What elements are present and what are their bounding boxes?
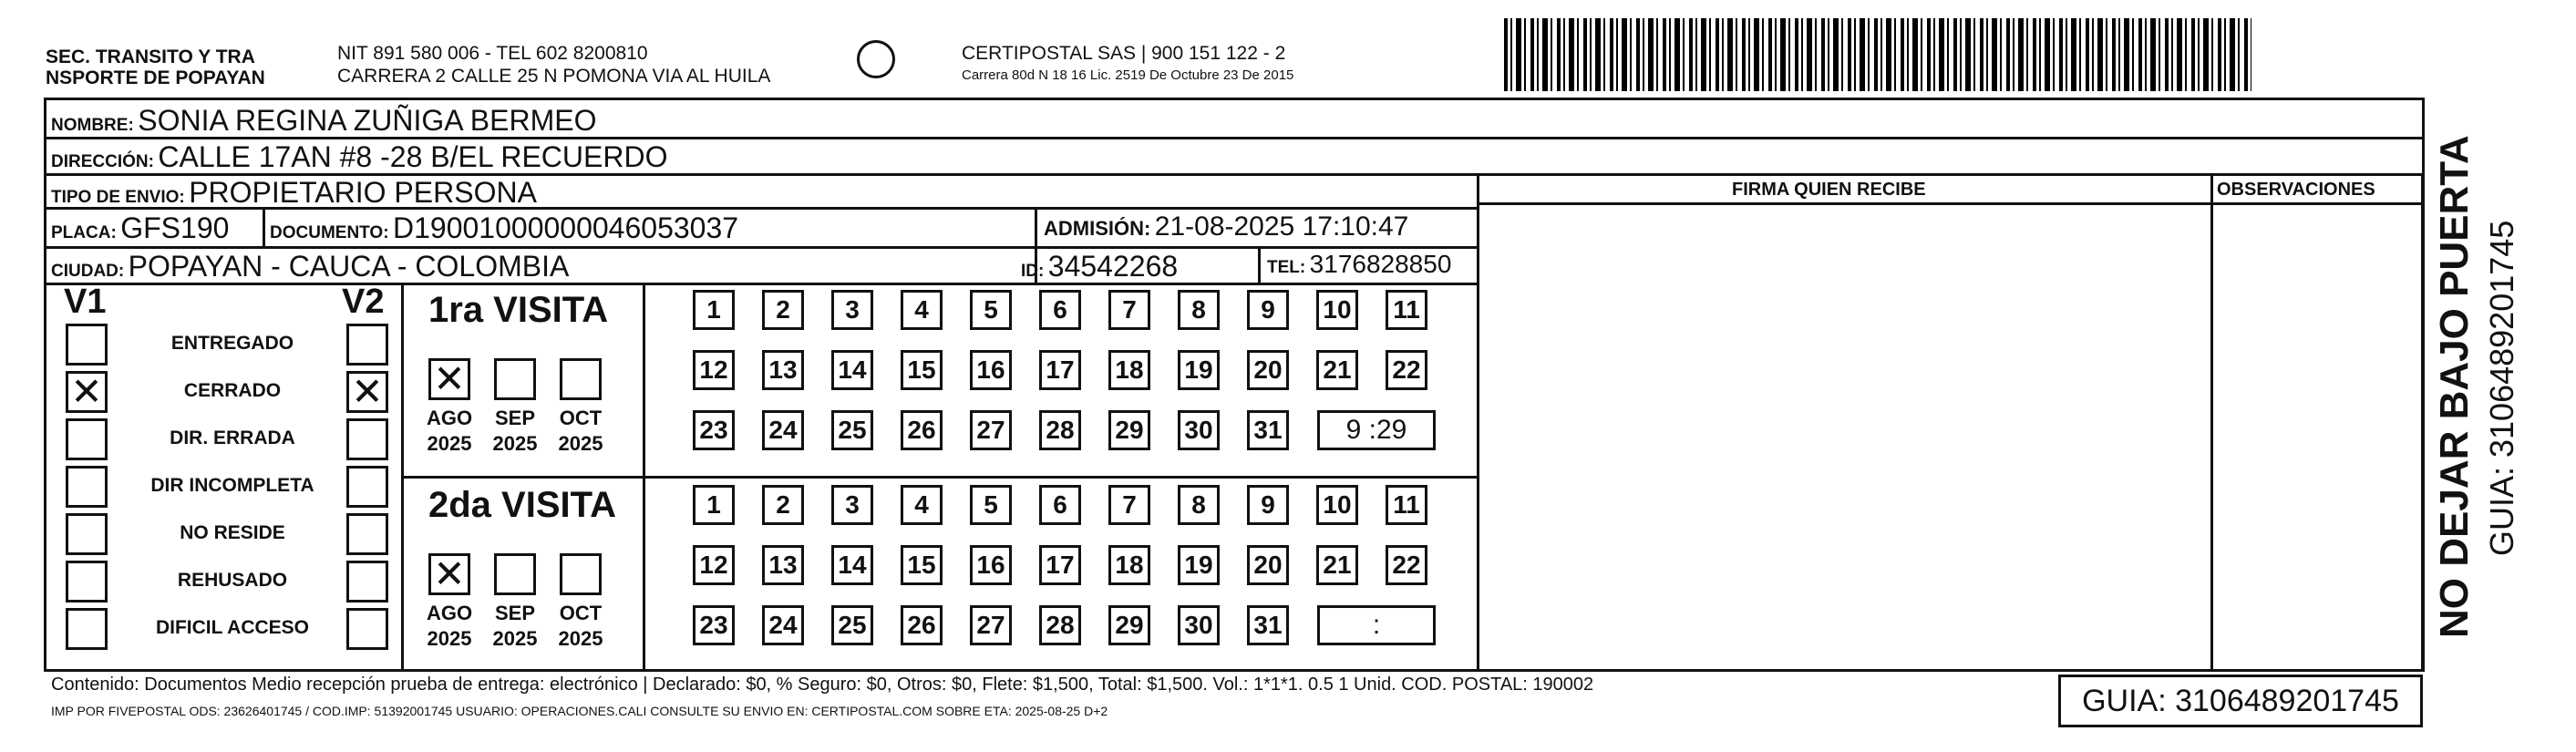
- first-month-year: 2025: [492, 432, 538, 455]
- first-day-box[interactable]: 6: [1039, 290, 1081, 330]
- second-day-box[interactable]: 23: [693, 605, 735, 645]
- first-visit-title: 1ra VISITA: [428, 290, 609, 330]
- first-month-year: 2025: [558, 432, 603, 455]
- nombre-row: [51, 104, 596, 138]
- footer-imp: IMP POR FIVEPOSTAL ODS: 23626401745 / COD.IMP: 51392001745 USUARIO: OPERACIONES.CALI CONSULTE SU ENVIO EN: CERTIPOSTAL.COM SOBRE ETA: 2025-08-25 D+2: [51, 704, 1108, 718]
- admision-label: ADMISIÓN:: [1044, 217, 1151, 240]
- placa-label: PLACA:: [51, 223, 117, 242]
- first-month-year: 2025: [427, 432, 472, 455]
- second-month-checkbox[interactable]: [494, 553, 536, 595]
- v1-checkbox[interactable]: [66, 513, 108, 555]
- first-month-checkbox[interactable]: [560, 358, 602, 400]
- reason-label: DIR. ERRADA: [170, 428, 295, 448]
- first-month-label: AGO: [426, 407, 473, 429]
- second-day-box[interactable]: 10: [1316, 485, 1358, 525]
- second-month-checkbox[interactable]: ✕: [428, 553, 470, 595]
- first-day-box[interactable]: 10: [1316, 290, 1358, 330]
- observaciones-header: OBSERVACIONES: [2217, 180, 2375, 200]
- v2-checkbox[interactable]: [346, 466, 388, 508]
- second-day-box[interactable]: 13: [762, 545, 804, 585]
- second-month-label: AGO: [426, 602, 473, 624]
- first-day-box[interactable]: 26: [901, 410, 943, 450]
- first-day-box[interactable]: 11: [1386, 290, 1427, 330]
- first-day-box[interactable]: 4: [901, 290, 943, 330]
- second-day-box[interactable]: 15: [901, 545, 943, 585]
- guia-box: GUIA: 3106489201745: [2058, 675, 2423, 727]
- second-day-box[interactable]: 27: [970, 605, 1012, 645]
- direccion-row: [51, 140, 667, 174]
- second-day-box[interactable]: 26: [901, 605, 943, 645]
- first-day-box[interactable]: 1: [693, 290, 735, 330]
- first-day-box[interactable]: 29: [1108, 410, 1150, 450]
- v1-checkbox[interactable]: [66, 466, 108, 508]
- first-month-checkbox[interactable]: [494, 358, 536, 400]
- second-day-box[interactable]: 29: [1108, 605, 1150, 645]
- v1-checkbox[interactable]: [66, 561, 108, 603]
- v1-label: V1: [64, 283, 107, 321]
- v2-checkbox[interactable]: [346, 608, 388, 650]
- first-day-box[interactable]: 15: [901, 350, 943, 390]
- no-dejar-text: NO DEJAR BAJO PUERTA: [2432, 135, 2477, 638]
- v2-label: V2: [342, 283, 385, 321]
- second-month-year: 2025: [492, 627, 538, 650]
- v2-checkbox[interactable]: [346, 513, 388, 555]
- courier-line-2: Carrera 80d N 18 16 Lic. 2519 De Octubre 23 De 2015: [962, 67, 1294, 83]
- reason-label: REHUSADO: [177, 570, 288, 591]
- admision-cell: [1044, 211, 1408, 242]
- first-day-box[interactable]: 17: [1039, 350, 1081, 390]
- tipo-row: [51, 176, 537, 210]
- id-label: ID:: [1021, 262, 1045, 281]
- first-month-label: SEP: [494, 407, 536, 429]
- first-day-box[interactable]: 18: [1108, 350, 1150, 390]
- first-day-box[interactable]: 12: [693, 350, 735, 390]
- reason-label: DIR INCOMPLETA: [150, 475, 314, 496]
- courier-line-1: CERTIPOSTAL SAS | 900 151 122 - 2: [962, 43, 1286, 64]
- nombre-label: NOMBRE:: [51, 116, 134, 135]
- v1-checkbox[interactable]: [66, 608, 108, 650]
- second-day-box[interactable]: 8: [1178, 485, 1220, 525]
- first-day-box[interactable]: 5: [970, 290, 1012, 330]
- first-day-box[interactable]: 23: [693, 410, 735, 450]
- side-guia-text: GUIA: 3106489201745: [2483, 220, 2520, 556]
- tipo-value: PROPIETARIO PERSONA: [189, 176, 537, 209]
- first-time-box[interactable]: 9 :29: [1317, 410, 1436, 450]
- documento-label: DOCUMENTO:: [270, 223, 389, 242]
- v1-checkbox[interactable]: [66, 324, 108, 366]
- first-day-box[interactable]: 25: [831, 410, 873, 450]
- direccion-label: DIRECCIÓN:: [51, 152, 154, 171]
- first-day-box[interactable]: 24: [762, 410, 804, 450]
- id-value: 34542268: [1047, 250, 1179, 283]
- address-line: CARRERA 2 CALLE 25 N POMONA VIA AL HUILA: [337, 66, 771, 87]
- second-day-box[interactable]: 5: [970, 485, 1012, 525]
- firma-header: FIRMA QUIEN RECIBE: [1732, 180, 1926, 200]
- v2-checkbox[interactable]: [346, 418, 388, 460]
- second-time-box[interactable]: :: [1317, 605, 1436, 645]
- second-day-box[interactable]: 4: [901, 485, 943, 525]
- nombre-value: SONIA REGINA ZUÑIGA BERMEO: [138, 104, 597, 137]
- second-month-year: 2025: [427, 627, 472, 650]
- documento-cell: [270, 211, 738, 245]
- second-day-box[interactable]: 21: [1316, 545, 1358, 585]
- first-day-box[interactable]: 20: [1247, 350, 1289, 390]
- second-day-box[interactable]: 28: [1039, 605, 1081, 645]
- admision-value: 21-08-2025 17:10:47: [1154, 211, 1409, 242]
- v2-checkbox[interactable]: ✕: [346, 371, 388, 413]
- second-day-box[interactable]: 22: [1386, 545, 1427, 585]
- first-day-box[interactable]: 30: [1178, 410, 1220, 450]
- second-month-checkbox[interactable]: [560, 553, 602, 595]
- second-day-box[interactable]: 6: [1039, 485, 1081, 525]
- v1-checkbox[interactable]: [66, 418, 108, 460]
- second-day-box[interactable]: 30: [1178, 605, 1220, 645]
- second-day-box[interactable]: 31: [1247, 605, 1289, 645]
- tel-value: 3176828850: [1309, 250, 1452, 278]
- courier-logo-icon: [857, 40, 895, 78]
- second-day-box[interactable]: 16: [970, 545, 1012, 585]
- first-day-box[interactable]: 27: [970, 410, 1012, 450]
- placa-cell: [51, 211, 229, 245]
- reason-label: NO RESIDE: [180, 522, 285, 543]
- first-day-box[interactable]: 7: [1108, 290, 1150, 330]
- second-day-box[interactable]: 18: [1108, 545, 1150, 585]
- tel-label: TEL:: [1267, 258, 1306, 277]
- first-day-box[interactable]: 28: [1039, 410, 1081, 450]
- second-month-label: OCT: [559, 602, 603, 624]
- tel-cell: [1267, 250, 1451, 279]
- first-month-checkbox[interactable]: ✕: [428, 358, 470, 400]
- reason-label: CERRADO: [183, 380, 282, 401]
- v2-checkbox[interactable]: [346, 324, 388, 366]
- first-day-box[interactable]: 2: [762, 290, 804, 330]
- second-month-year: 2025: [558, 627, 603, 650]
- v2-checkbox[interactable]: [346, 561, 388, 603]
- second-day-box[interactable]: 24: [762, 605, 804, 645]
- first-day-box[interactable]: 14: [831, 350, 873, 390]
- second-day-box[interactable]: 3: [831, 485, 873, 525]
- ciudad-cell: [51, 250, 569, 283]
- second-day-box[interactable]: 25: [831, 605, 873, 645]
- documento-value: D19001000000046053037: [393, 211, 739, 244]
- footer-contenido: Contenido: Documentos Medio recepción prueba de entrega: electrónico | Declarado: $0, % Seguro: $0, Otros: $0, Flete: $1,500, Total: $1,500. Vol.: 1*1*1. 0.5 1 Unid. COD. POSTAL: 190002: [51, 675, 1594, 695]
- tipo-label: TIPO DE ENVIO:: [51, 188, 185, 207]
- first-day-box[interactable]: 31: [1247, 410, 1289, 450]
- org-line-2: NSPORTE DE POPAYAN: [46, 67, 265, 88]
- first-day-box[interactable]: 22: [1386, 350, 1427, 390]
- second-day-box[interactable]: 12: [693, 545, 735, 585]
- reason-label: DIFICIL ACCESO: [155, 617, 309, 638]
- second-day-box[interactable]: 17: [1039, 545, 1081, 585]
- first-day-box[interactable]: 9: [1247, 290, 1289, 330]
- second-day-box[interactable]: 11: [1386, 485, 1427, 525]
- org-line-1: SEC. TRANSITO Y TRA: [46, 46, 255, 67]
- reason-label: ENTREGADO: [170, 333, 294, 354]
- second-day-box[interactable]: 7: [1108, 485, 1150, 525]
- second-day-box[interactable]: 20: [1247, 545, 1289, 585]
- first-day-box[interactable]: 3: [831, 290, 873, 330]
- first-day-box[interactable]: 21: [1316, 350, 1358, 390]
- first-day-box[interactable]: 13: [762, 350, 804, 390]
- second-day-box[interactable]: 14: [831, 545, 873, 585]
- first-day-box[interactable]: 19: [1178, 350, 1220, 390]
- ciudad-label: CIUDAD:: [51, 262, 125, 281]
- id-cell: [1021, 250, 1178, 283]
- barcode: [1504, 18, 2251, 91]
- nit-line: NIT 891 580 006 - TEL 602 8200810: [337, 43, 648, 64]
- first-month-label: OCT: [559, 407, 603, 429]
- second-day-box[interactable]: 2: [762, 485, 804, 525]
- second-day-box[interactable]: 19: [1178, 545, 1220, 585]
- second-visit-title: 2da VISITA: [428, 485, 616, 525]
- second-month-label: SEP: [494, 602, 536, 624]
- ciudad-value: POPAYAN - CAUCA - COLOMBIA: [128, 250, 570, 283]
- direccion-value: CALLE 17AN #8 -28 B/EL RECUERDO: [158, 140, 668, 173]
- first-day-box[interactable]: 16: [970, 350, 1012, 390]
- first-day-box[interactable]: 8: [1178, 290, 1220, 330]
- v1-checkbox[interactable]: ✕: [66, 371, 108, 413]
- second-day-box[interactable]: 1: [693, 485, 735, 525]
- placa-value: GFS190: [120, 211, 230, 244]
- second-day-box[interactable]: 9: [1247, 485, 1289, 525]
